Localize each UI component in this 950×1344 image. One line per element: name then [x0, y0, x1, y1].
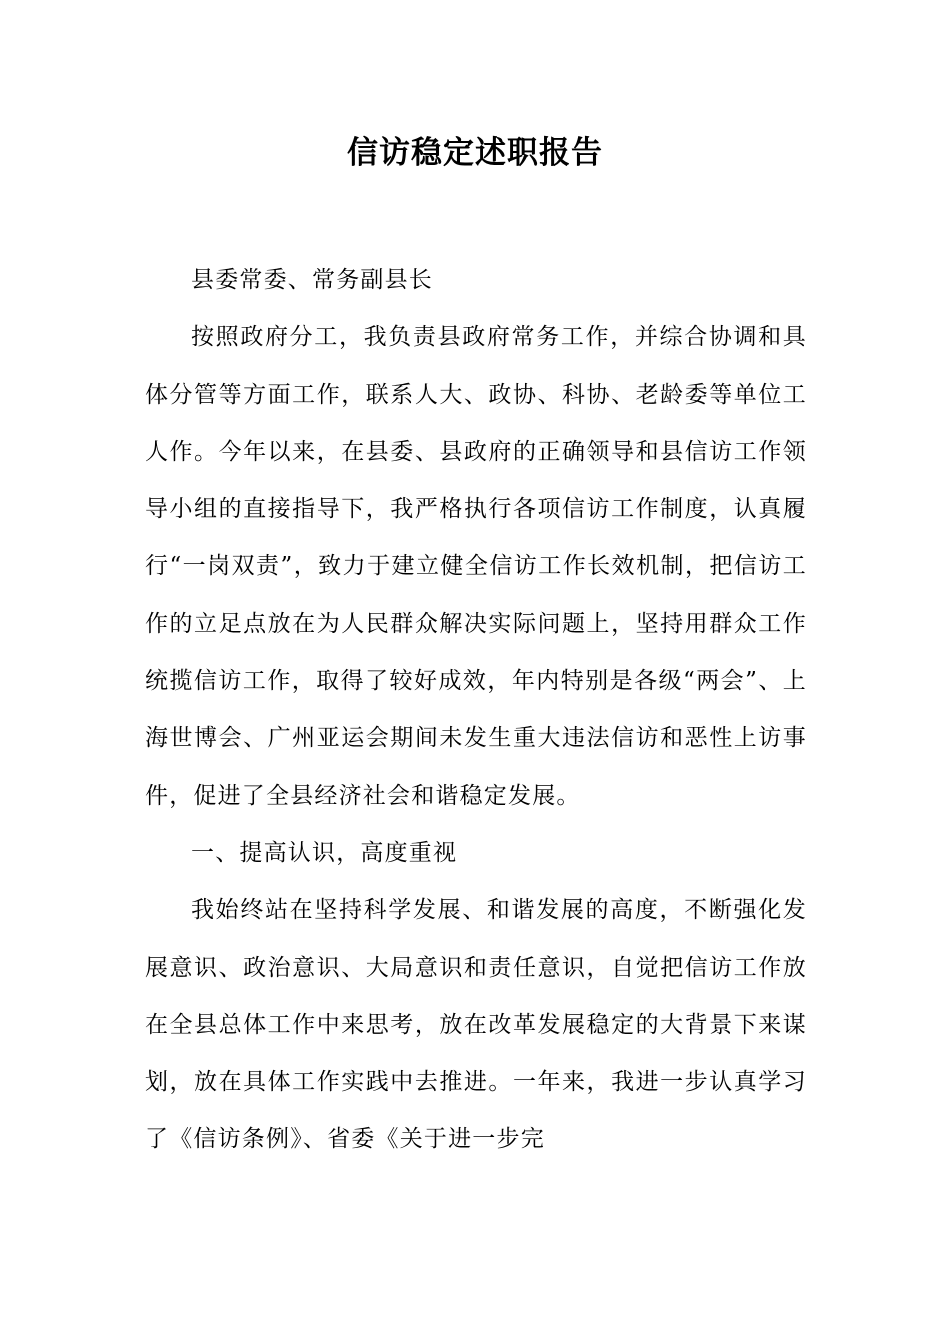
- section-heading: 一、提高认识，高度重视: [191, 839, 458, 866]
- document-body: [145, 252, 807, 1169]
- paragraph-intro: 按照政府分工，我负责县政府常务工作，并综合协调和具体分管等方面工作，联系人大、政协、科协、老龄委等单位工人作。今年以来，在县委、县政府的正确领导和县信访工作领导小组的直接指导下，我严格执行各项信访工作制度，认真履行“一岗双责”，致力于建立健全信访工作长效机制，把信访工作的立足点放在为人民群众解决实际问题上，坚持用群众工作统揽信访工作，取得了较好成效，年内特别是各级“两会”、上海世博会、广州亚运会期间未发生重大违法信访和恶性上访事件，促进了全县经济社会和谐稳定发展。: [145, 324, 807, 809]
- paragraph-author: 县委常委、常务副县长: [191, 267, 433, 293]
- paragraph-section-one: 我始终站在坚持科学发展、和谐发展的高度，不断强化发展意识、政治意识、大局意识和责任意识，自觉把信访工作放在全县总体工作中来思考，放在改革发展稳定的大背景下来谋划，放在具体工作实践中去推进。一年来，我进一步认真学习了《信访条例》、省委《关于进一步完: [145, 897, 807, 1153]
- document-title: 信访稳定述职报告: [347, 135, 603, 171]
